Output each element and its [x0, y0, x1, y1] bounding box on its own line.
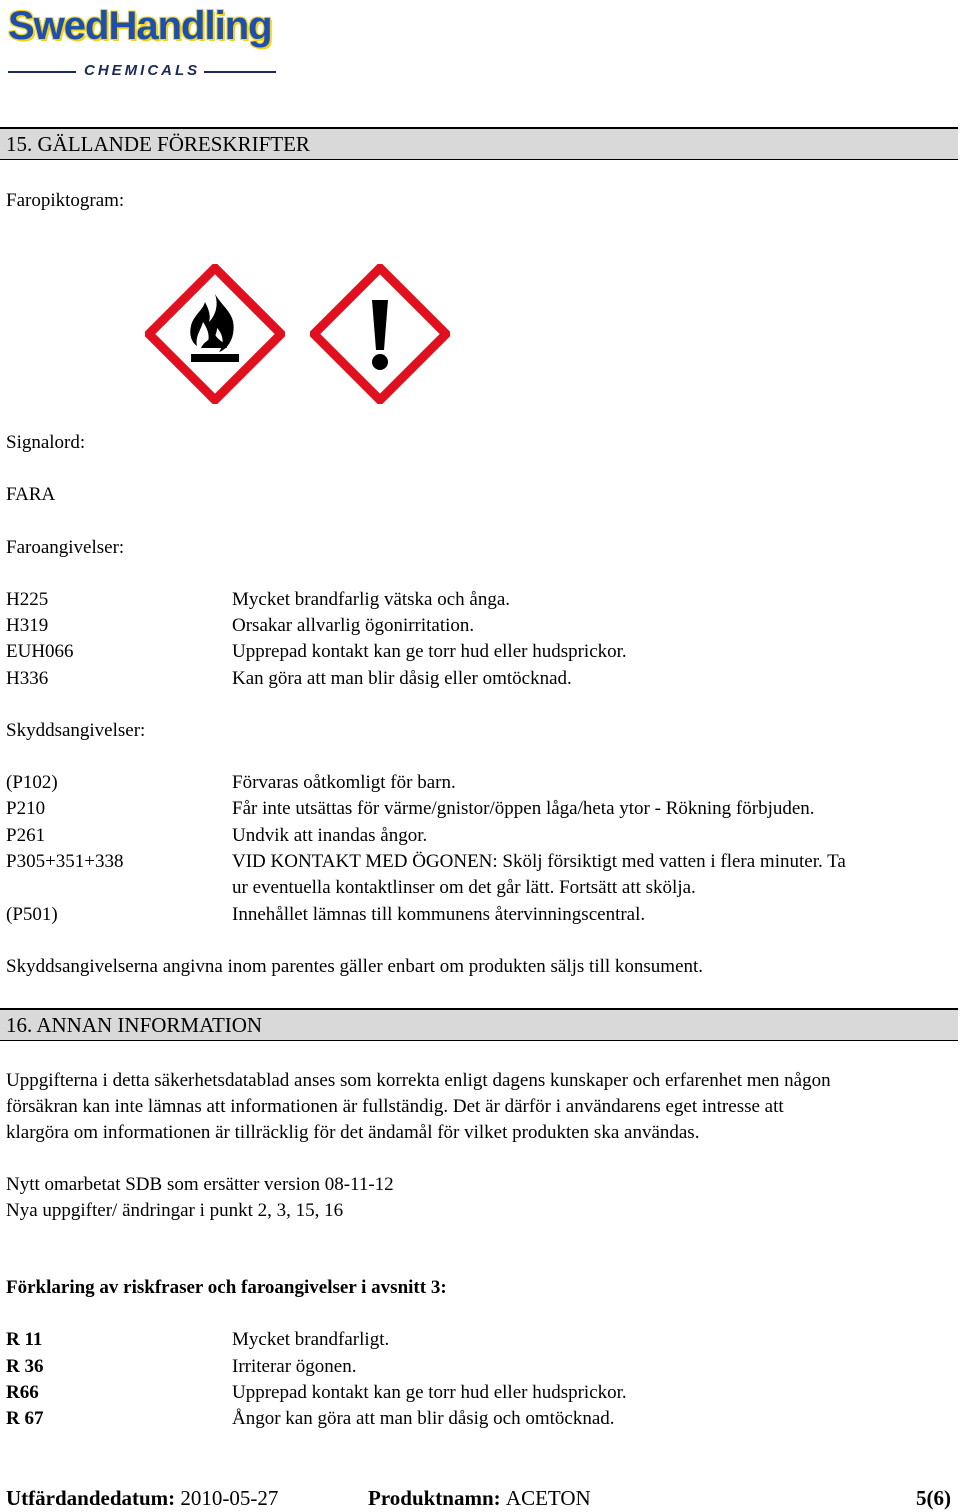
pictograms-label: Faropiktogram: [6, 190, 125, 211]
risk-phrase-code: R 11 [6, 1329, 43, 1350]
page-number: 5(6) [916, 1486, 951, 1510]
info-paragraph-line: klargöra om informationen är tillräcklig för det ändamål för vilket produkten ska användas. [6, 1122, 700, 1143]
risk-phrase-text: Irriterar ögonen. [232, 1356, 357, 1377]
product-name-value: ACETON [505, 1486, 591, 1510]
info-paragraph-line: Uppgifterna i detta säkerhetsdatablad anses som korrekta enligt dagens kunskaper och erfarenhet men någon [6, 1070, 831, 1091]
hazard-text: Orsakar allvarlig ögonirritation. [232, 615, 475, 636]
signal-word: FARA [6, 484, 56, 505]
exclamation-icon [310, 264, 450, 404]
hazards-label: Faroangivelser: [6, 537, 125, 558]
company-logo [8, 4, 280, 80]
hazard-code: H319 [6, 615, 49, 636]
logo-rule-right [204, 71, 276, 73]
footer-issue-date [6, 1486, 278, 1511]
risk-phrase-code: R 67 [6, 1408, 44, 1429]
signal-word-label: Signalord: [6, 432, 86, 453]
precaution-text: Innehållet lämnas till kommunens återvinningscentral. [232, 904, 646, 925]
precaution-text: Undvik att inandas ångor. [232, 825, 428, 846]
logo-wordmark: SwedHandling [8, 4, 272, 48]
precaution-text-continued: ur eventuella kontaktlinser om det går lätt. Fortsätt att skölja. [232, 877, 696, 898]
precautions-label: Skyddsangivelser: [6, 720, 146, 741]
precaution-code: (P102) [6, 772, 58, 793]
hazard-text: Kan göra att man blir dåsig eller omtöcknad. [232, 668, 572, 689]
section-15-header [0, 127, 958, 160]
section-15-title: 15. GÄLLANDE FÖRESKRIFTER [6, 132, 310, 156]
hazard-code: EUH066 [6, 641, 74, 662]
precaution-text: Förvaras oåtkomligt för barn. [232, 772, 456, 793]
precaution-code: P305+351+338 [6, 851, 124, 872]
hazard-code: H225 [6, 589, 49, 610]
footer-product-name [368, 1486, 591, 1511]
section-16-title: 16. ANNAN INFORMATION [6, 1013, 263, 1037]
precautions-note: Skyddsangivelserna angivna inom parentes gäller enbart om produkten säljs till konsument. [6, 956, 704, 977]
issue-date-label: Utfärdandedatum: [6, 1486, 176, 1510]
info-paragraph-line: försäkran kan inte lämnas att informationen är fullständig. Det är därför i användarens eget intresse att [6, 1096, 784, 1117]
section-16-header [0, 1008, 958, 1041]
risk-phrase-code: R66 [6, 1382, 39, 1403]
revision-line: Nytt omarbetat SDB som ersätter version 08-11-12 [6, 1174, 394, 1195]
hazard-code: H336 [6, 668, 49, 689]
logo-subtitle: CHEMICALS [84, 62, 201, 79]
product-name-label: Produktnamn: [368, 1486, 501, 1510]
issue-date-value: 2010-05-27 [180, 1486, 279, 1510]
explanation-heading: Förklaring av riskfraser och faroangivelser i avsnitt 3: [6, 1277, 447, 1298]
risk-phrase-text: Mycket brandfarligt. [232, 1329, 390, 1350]
risk-phrase-text: Ångor kan göra att man blir dåsig och omtöcknad. [232, 1408, 615, 1429]
precaution-text: VID KONTAKT MED ÖGONEN: Skölj försiktigt med vatten i flera minuter. Ta [232, 851, 846, 872]
flame-icon [145, 264, 285, 404]
risk-phrase-code: R 36 [6, 1356, 44, 1377]
precaution-text: Får inte utsättas för värme/gnistor/öppen låga/heta ytor - Rökning förbjuden. [232, 798, 815, 819]
risk-phrase-text: Upprepad kontakt kan ge torr hud eller hudsprickor. [232, 1382, 627, 1403]
precaution-code: P261 [6, 825, 46, 846]
hazard-text: Mycket brandfarlig vätska och ånga. [232, 589, 511, 610]
precaution-code: P210 [6, 798, 46, 819]
hazard-text: Upprepad kontakt kan ge torr hud eller hudsprickor. [232, 641, 627, 662]
revision-line: Nya uppgifter/ ändringar i punkt 2, 3, 15, 16 [6, 1200, 344, 1221]
precaution-code: (P501) [6, 904, 58, 925]
logo-rule-left [8, 71, 76, 73]
